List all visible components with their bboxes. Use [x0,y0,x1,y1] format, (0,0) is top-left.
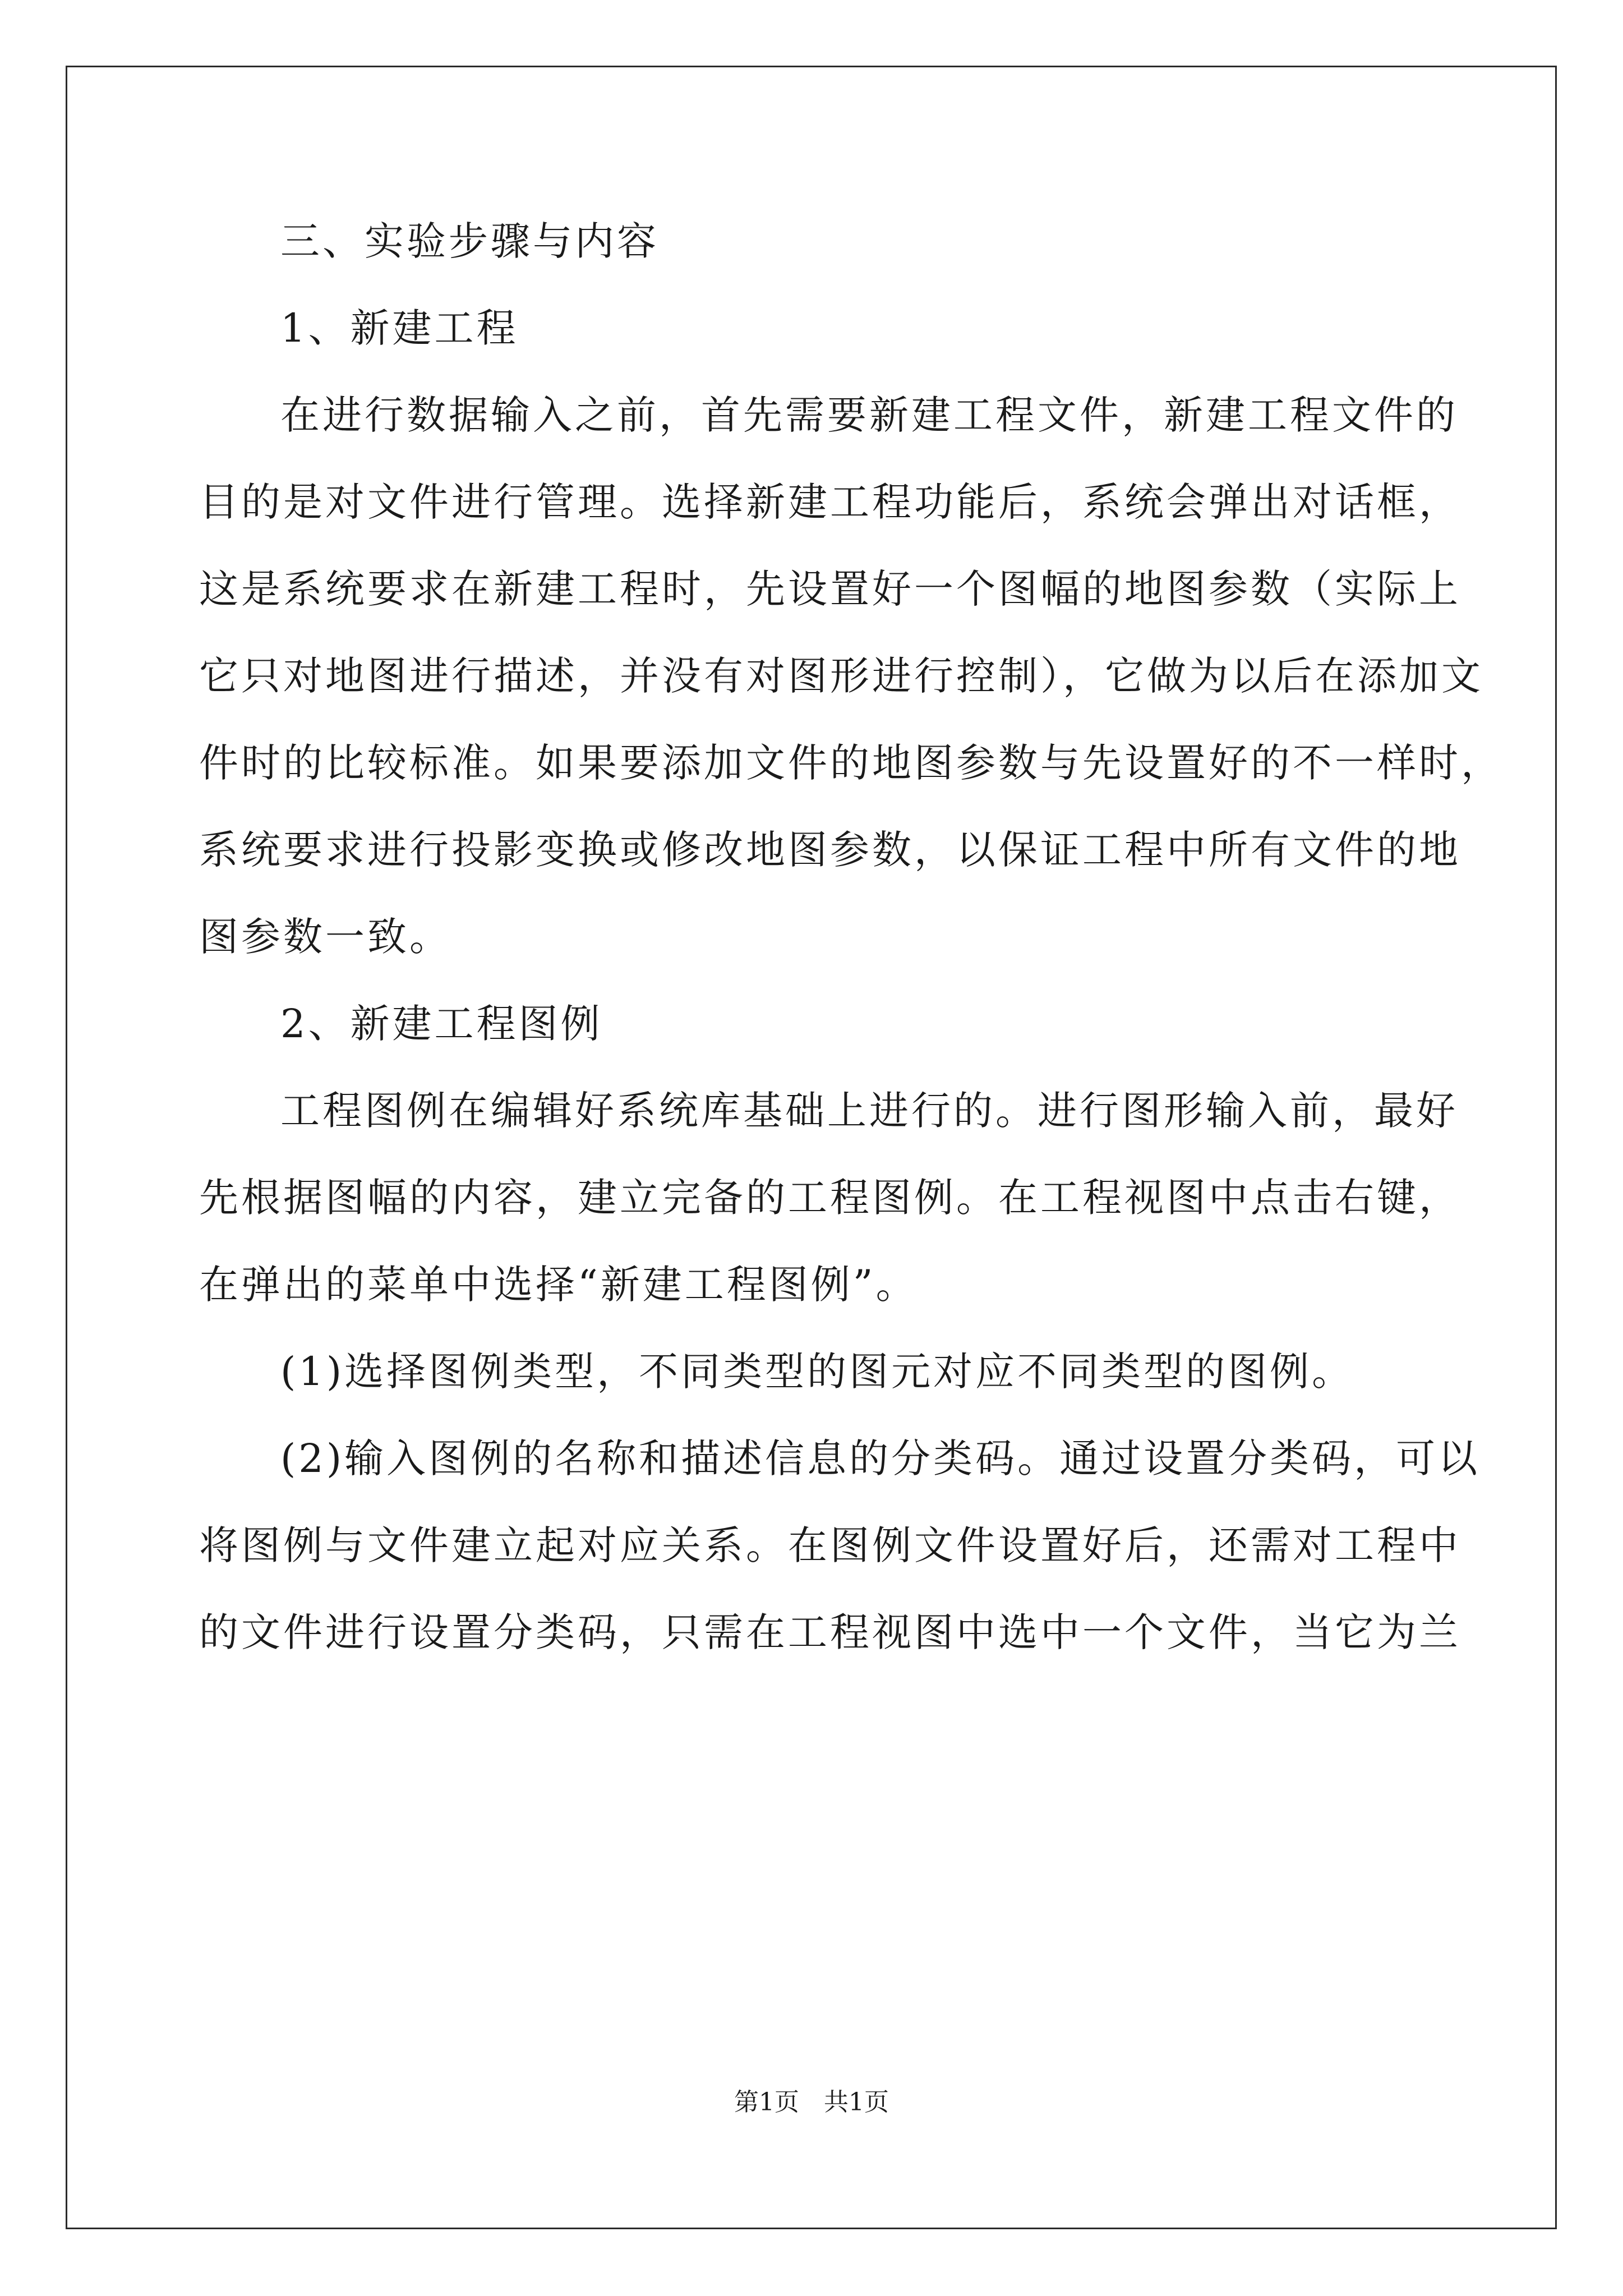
list-item-2-line: 的文件进行设置分类码，只需在工程视图中选中一个文件，当它为兰 [199,1609,1461,1655]
paragraph-line: 先根据图幅的内容，建立完备的工程图例。在工程视图中点击右键， [199,1175,1461,1221]
section-heading: 三、实验步骤与内容 [280,218,659,264]
paragraph-line: 它只对地图进行描述，并没有对图形进行控制），它做为以后在添加文 [199,653,1483,699]
paragraph-line: 工程图例在编辑好系统库基础上进行的。进行图形输入前，最好 [280,1088,1458,1134]
section-1-title: 1、新建工程 [280,305,519,351]
list-item-2-line: 将图例与文件建立起对应关系。在图例文件设置好后，还需对工程中 [199,1522,1461,1568]
paragraph-line: 件时的比较标准。如果要添加文件的地图参数与先设置好的不一样时， [199,740,1503,786]
paragraph-line: 图参数一致。 [199,914,451,960]
page-number-footer: 第1页 共1页 [734,2088,889,2116]
paragraph-line: 这是系统要求在新建工程时，先设置好一个图幅的地图参数（实际上 [199,566,1461,612]
section-2-title: 2、新建工程图例 [280,1001,603,1047]
paragraph-line: 系统要求进行投影变换或修改地图参数，以保证工程中所有文件的地 [199,827,1461,873]
paragraph-line: 目的是对文件进行管理。选择新建工程功能后，系统会弹出对话框， [199,479,1461,525]
list-item-2-line: (2)输入图例的名称和描述信息的分类码。通过设置分类码，可以 [280,1435,1481,1481]
paragraph-line: 在进行数据输入之前，首先需要新建工程文件，新建工程文件的 [280,392,1458,438]
paragraph-line: 在弹出的菜单中选择“新建工程图例”。 [199,1262,918,1308]
list-item-1: (1)选择图例类型，不同类型的图元对应不同类型的图例。 [280,1349,1354,1395]
